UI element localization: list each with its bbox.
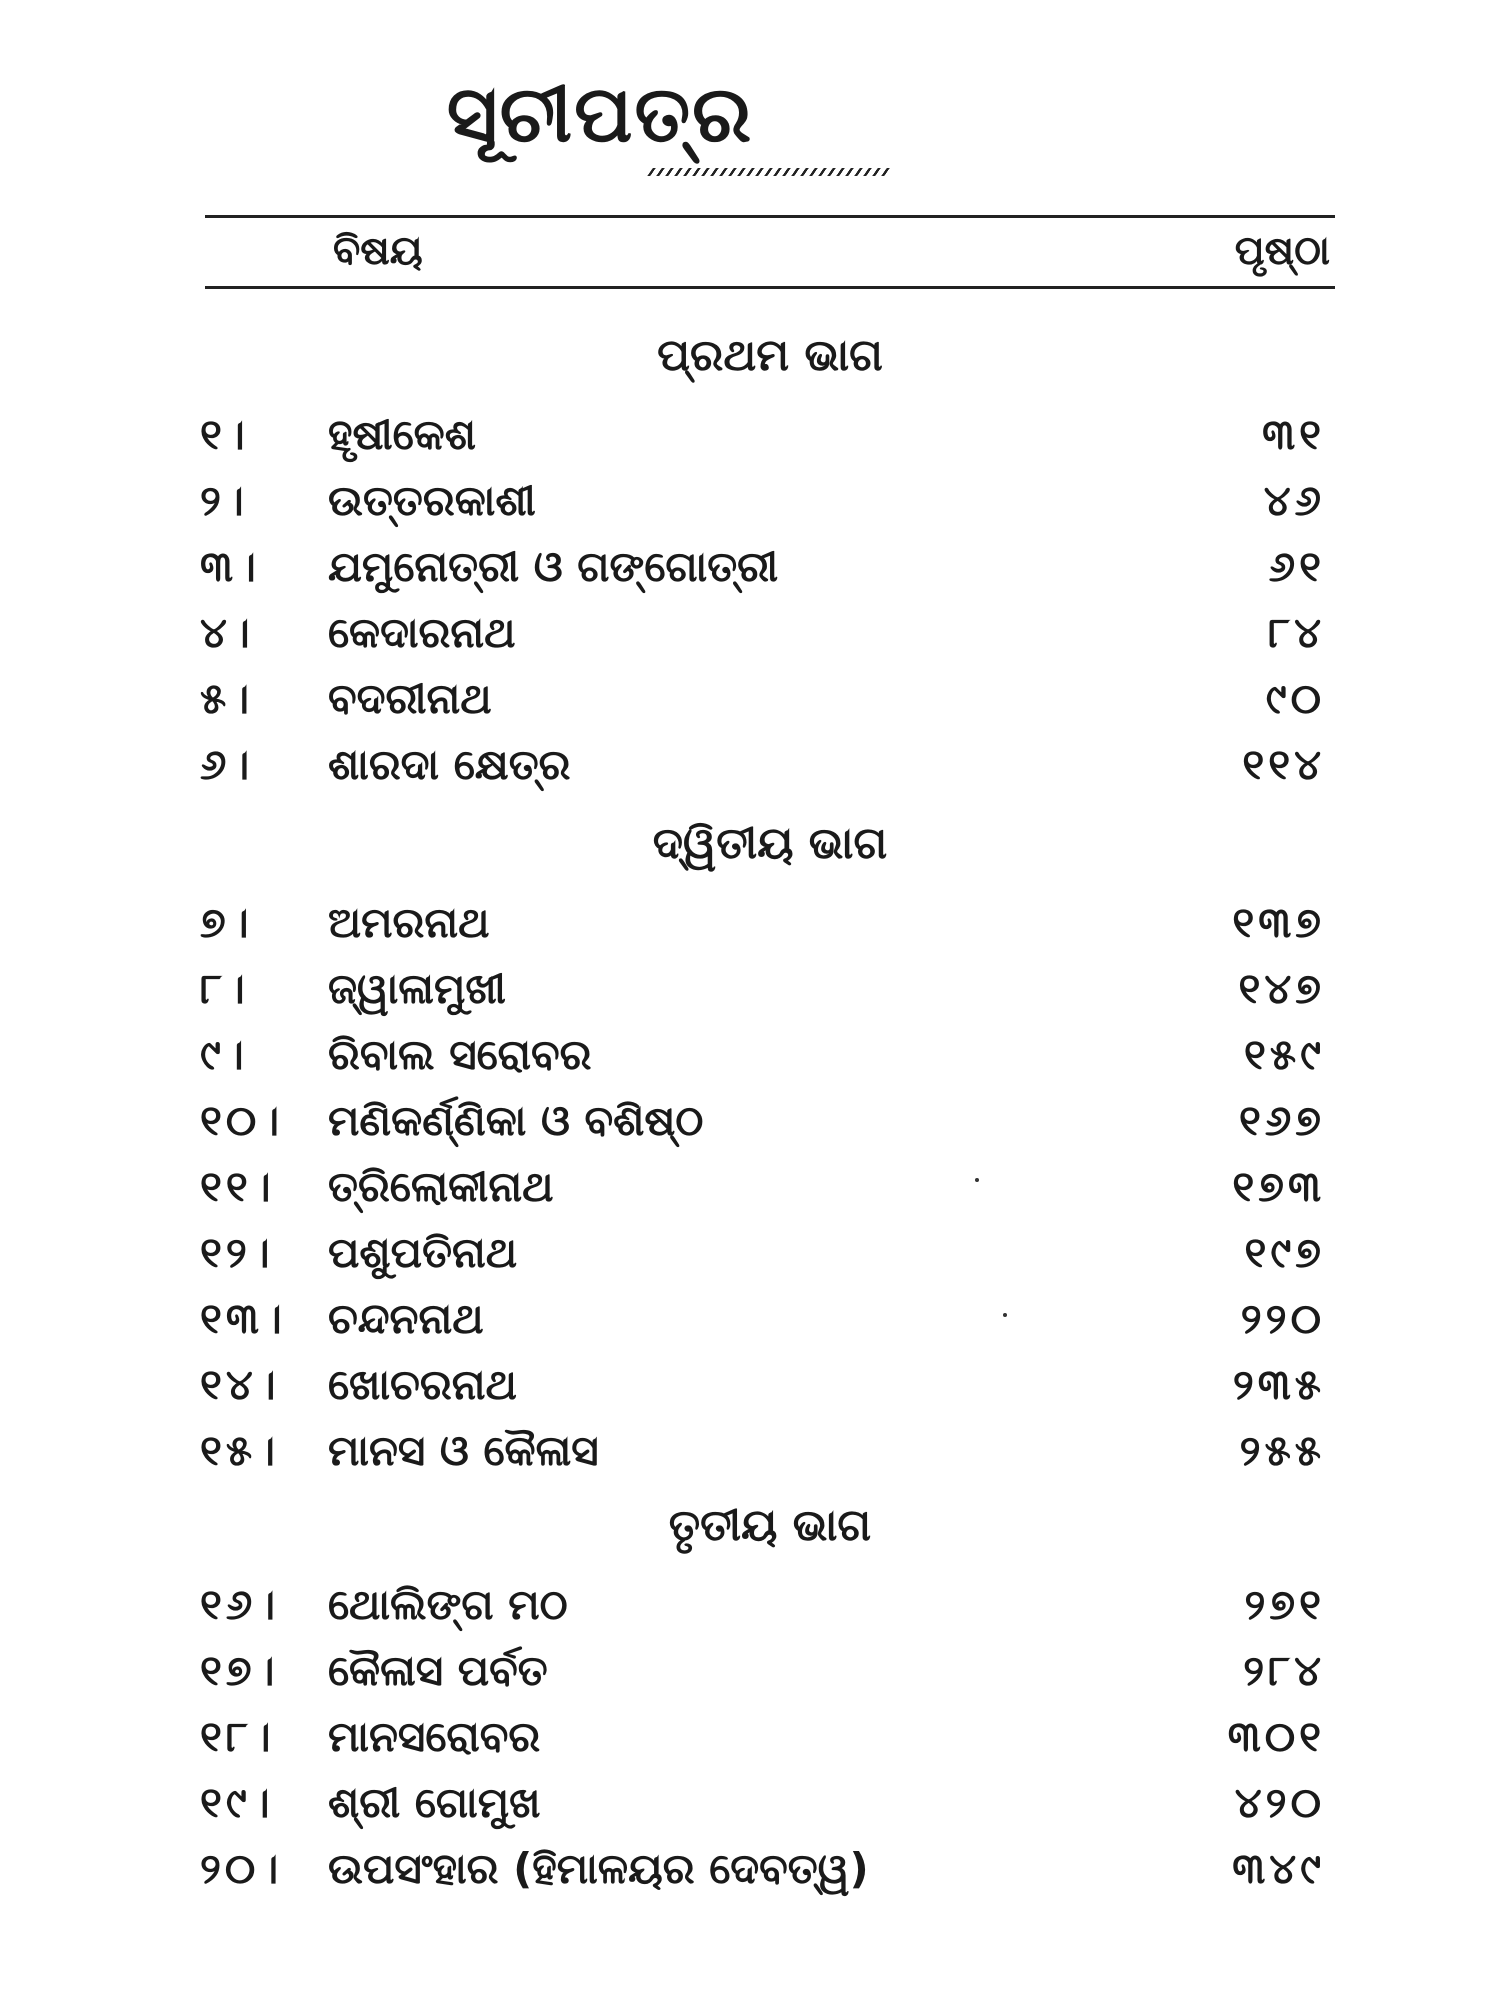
toc-entry[interactable] (200, 740, 1325, 798)
print-speck (975, 1178, 979, 1182)
toc-entry[interactable] (200, 1030, 1325, 1088)
toc-entry[interactable] (200, 1360, 1325, 1418)
toc-entry[interactable] (200, 1162, 1325, 1220)
entry-number: ୮। (200, 964, 249, 1013)
entry-number: ୫। (200, 674, 254, 723)
column-header-page: ପୃଷ୍ଠା (1234, 228, 1330, 274)
entry-number: ୧୬। (200, 1580, 280, 1629)
entry-title: କେଦାରନାଥ (328, 608, 516, 657)
entry-title: ଉତ୍ତରକାଶୀ (328, 476, 536, 525)
toc-entry[interactable] (200, 608, 1325, 666)
entry-number: ୧୪। (200, 1360, 280, 1409)
entry-page: ୩୦୧ (1227, 1712, 1325, 1761)
entry-number: ୪। (200, 608, 254, 657)
entry-title: ଶ୍ରୀ ଗୋମୁଖ (328, 1778, 541, 1827)
entry-page: ୧୭୩ (1232, 1162, 1325, 1211)
entry-title: ଜ୍ୱାଳାମୁଖୀ (328, 964, 506, 1013)
entry-page: ୧୪୭ (1238, 964, 1325, 1013)
header-rule-bottom (205, 286, 1335, 289)
entry-page: ୧୧୪ (1242, 740, 1325, 789)
toc-entry[interactable] (200, 674, 1325, 732)
entry-title: ପଶୁପତିନାଥ (328, 1228, 518, 1277)
entry-number: ୧୨। (200, 1228, 274, 1277)
entry-page: ୧୩୭ (1232, 898, 1325, 947)
entry-page: ୬୧ (1268, 542, 1325, 591)
part-heading-3: ତୃତୀୟ ଭାଗ (668, 1500, 872, 1551)
entry-title: ଚନ୍ଦନନାଥ (328, 1294, 484, 1343)
entry-page: ୩୪୯ (1232, 1844, 1325, 1893)
entry-title: ଥୋଲିଙ୍ଗ ମଠ (328, 1580, 568, 1629)
toc-entry[interactable] (200, 898, 1325, 956)
toc-entry[interactable] (200, 542, 1325, 600)
entry-title: ମାନସରୋବର (328, 1712, 541, 1761)
part-heading-2: ଦ୍ୱିତୀୟ ଭାଗ (652, 818, 888, 869)
entry-page: ୪୬ (1263, 476, 1325, 525)
entry-page: ୨୫୫ (1239, 1426, 1325, 1475)
entry-number: ୭। (200, 898, 253, 947)
entry-number: ୯। (200, 1030, 248, 1079)
entry-title: ଖୋଚରନାଥ (328, 1360, 517, 1409)
entry-title: ମାନସ ଓ କୈଳାସ (328, 1426, 599, 1475)
toc-entry[interactable] (200, 1426, 1325, 1484)
toc-entry[interactable] (200, 1712, 1325, 1770)
entry-page: ୪୨୦ (1234, 1778, 1325, 1827)
entry-number: ୩। (200, 542, 260, 591)
entry-number: ୧୦। (200, 1096, 284, 1145)
entry-title: ହୃଷୀକେଶ (328, 410, 476, 459)
toc-entry[interactable] (200, 1580, 1325, 1638)
entry-number: ୧୫। (200, 1426, 279, 1475)
toc-entry[interactable] (200, 1096, 1325, 1154)
entry-title: ମଣିକର୍ଣ୍ଣିକା ଓ ବଶିଷ୍ଠ (328, 1096, 704, 1145)
entry-page: ୧୯୭ (1244, 1228, 1325, 1277)
entry-page: ୧୬୭ (1239, 1096, 1325, 1145)
toc-entry[interactable] (200, 1228, 1325, 1286)
toc-entry[interactable] (200, 1778, 1325, 1836)
toc-entry[interactable] (200, 476, 1325, 534)
toc-entry[interactable] (200, 1294, 1325, 1352)
toc-entry[interactable] (200, 410, 1325, 468)
entry-number: ୨। (200, 476, 248, 525)
toc-entry[interactable] (200, 1844, 1325, 1902)
entry-page: ୨୨୦ (1240, 1294, 1325, 1343)
entry-page: ୨୮୪ (1243, 1646, 1325, 1695)
entry-title: ତ୍ରିଲୋକୀନାଥ (328, 1162, 554, 1211)
toc-entry[interactable] (200, 1646, 1325, 1704)
entry-number: ୧୯। (200, 1778, 274, 1827)
entry-number: ୬। (200, 740, 254, 789)
entry-number: ୧୧। (200, 1162, 275, 1211)
toc-entry[interactable] (200, 964, 1325, 1022)
entry-number: ୧୭। (200, 1646, 279, 1695)
page-title: ସୂଚୀପତ୍ର (446, 70, 754, 160)
entry-page: ୯୦ (1265, 674, 1325, 723)
entry-title: ଯମୁନୋତ୍ରୀ ଓ ଗଙ୍ଗୋତ୍ରୀ (328, 542, 779, 591)
entry-page: ୮୪ (1268, 608, 1325, 657)
entry-number: ୧୮। (200, 1712, 275, 1761)
entry-title: ବଦରୀନାଥ (328, 674, 492, 723)
entry-title: ଉପସଂହାର (ହିମାଳୟର ଦେବତ୍ୱ) (328, 1844, 869, 1893)
entry-title: ରିବାଲ ସରୋବର (328, 1030, 592, 1079)
entry-page: ୨୩୫ (1232, 1360, 1325, 1409)
header-rule-top (205, 215, 1335, 218)
entry-page: ୩୧ (1262, 410, 1325, 459)
entry-title: ଅମରନାଥ (328, 898, 490, 947)
title-underline (647, 168, 893, 176)
part-heading-1: ପ୍ରଥମ ଭାଗ (657, 330, 883, 381)
entry-title: କୈଳାସ ପର୍ବତ (328, 1646, 548, 1695)
entry-page: ୧୫୯ (1244, 1030, 1325, 1079)
entry-number: ୧। (200, 410, 249, 459)
entry-number: ୨୦। (200, 1844, 283, 1893)
entry-title: ଶାରଦା କ୍ଷେତ୍ର (328, 740, 571, 789)
entry-page: ୨୭୧ (1244, 1580, 1325, 1629)
entry-number: ୧୩। (200, 1294, 286, 1343)
print-speck (1003, 1313, 1007, 1317)
column-header-subject: ବିଷୟ (333, 228, 423, 274)
